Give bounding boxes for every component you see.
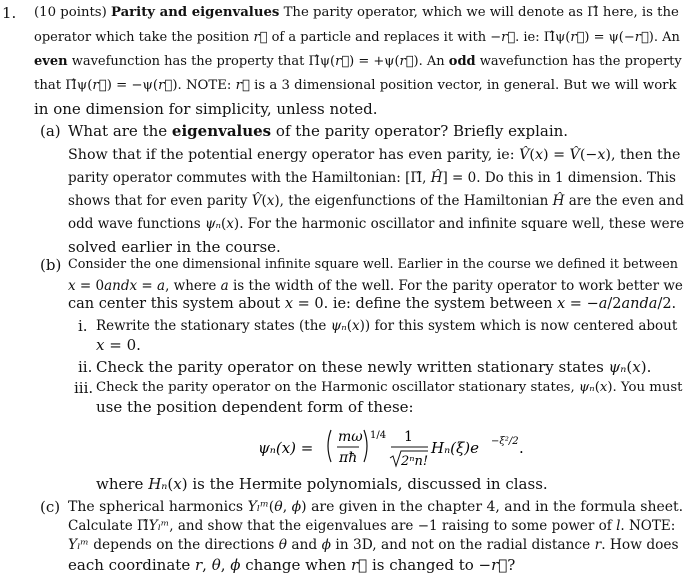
hermite-note: where Hₙ(x) is the Hermite polynomials, discussed in class. <box>96 475 548 493</box>
eq-frac2-num: 1 <box>404 429 413 445</box>
eq-end: . <box>519 439 524 457</box>
sub-item-label: i. <box>78 317 88 335</box>
eq-exponent: −ξ²/2 <box>491 436 519 447</box>
part-c-label: (c) <box>40 498 61 516</box>
eq-lhs: ψₙ(x) = <box>258 439 314 457</box>
part-a-line: What are the eigenvalues of the parity operator? Briefly explain. <box>68 122 569 140</box>
sub-item-line: x = 0. <box>96 336 141 354</box>
intro-line: (10 points) Parity and eigenvalues The parity operator, which we will denote as Π̂ here, is the <box>34 5 679 20</box>
eq-frac1-num: mω <box>338 429 363 445</box>
eq-frac1-den: πħ <box>339 450 358 466</box>
part-a-line: shows that for even parity V̂(x), the eigenfunctions of the Hamiltonian Ĥ are the even and <box>68 193 684 209</box>
part-c-line: each coordinate r, θ, ϕ change when r⃗ is changed to −r⃗? <box>68 556 516 574</box>
part-c-line: The spherical harmonics Yₗᵐ(θ, ϕ) are given in the chapter 4, and in the formula sheet. <box>68 499 684 515</box>
eq-power: 1/4 <box>370 430 387 441</box>
part-b-line: Consider the one dimensional infinite square well. Earlier in the course we defined it between <box>68 257 678 272</box>
sub-item-line: Check the parity operator on the Harmonic oscillator stationary states, ψₙ(x). You must <box>96 380 683 395</box>
sub-item-label: iii. <box>74 379 94 397</box>
sub-item-line: Rewrite the stationary states (the ψₙ(x)) for this system which is now centered about <box>96 318 678 334</box>
part-a-line: Show that if the potential energy operator has even parity, ie: V̂(x) = V̂(−x), then the <box>68 147 681 163</box>
sub-item-label: ii. <box>78 358 93 376</box>
intro-line: in one dimension for simplicity, unless noted. <box>34 100 378 118</box>
part-b-line: x = 0andx = a, where a is the width of the well. For the parity operator to work better we <box>68 278 683 294</box>
eq-right-paren <box>364 430 367 462</box>
intro-line: even wavefunction has the property that Π̂ψ(r⃗) = +ψ(r⃗). An odd wavefunction has the property <box>34 54 682 69</box>
part-a-line: odd wave functions ψₙ(x). For the harmonic oscillator and infinite square well, these were <box>68 216 685 232</box>
eq-tail: Hₙ(ξ)e <box>431 439 480 457</box>
problem-number: 1. <box>2 4 17 22</box>
part-b-label: (b) <box>40 256 62 274</box>
sub-item-line: Check the parity operator on these newly written stationary states ψₙ(x). <box>96 358 652 376</box>
part-c-line: Yₗᵐ depends on the directions θ and ϕ in 3D, and not on the radial distance r. How does <box>68 537 679 553</box>
eq-left-paren <box>328 430 331 462</box>
eq-frac2-den: 2ⁿn! <box>401 454 429 469</box>
part-c-line: Calculate Π̂Yₗᵐ, and show that the eigenvalues are −1 raising to some power of l. NOTE: <box>68 518 676 534</box>
intro-line: operator which take the position r⃗ of a particle and replaces it with −r⃗. ie: Π̂ψ(r⃗) = ψ(−r⃗). An <box>34 30 680 45</box>
part-b-line: can center this system about x = 0. ie: define the system between x = −a/2anda/2. <box>68 296 677 312</box>
intro-line: that Π̂ψ(r⃗) = −ψ(r⃗). NOTE: r⃗ is a 3 dimensional position vector, in general. But we will work <box>34 78 677 93</box>
part-a-line: solved earlier in the course. <box>68 238 281 256</box>
part-a-line: parity operator commutes with the Hamiltonian: [Π̂, Ĥ] = 0. Do this in 1 dimension. This <box>68 170 676 186</box>
part-a-label: (a) <box>40 122 61 140</box>
sub-item-line: use the position dependent form of these: <box>96 398 414 416</box>
